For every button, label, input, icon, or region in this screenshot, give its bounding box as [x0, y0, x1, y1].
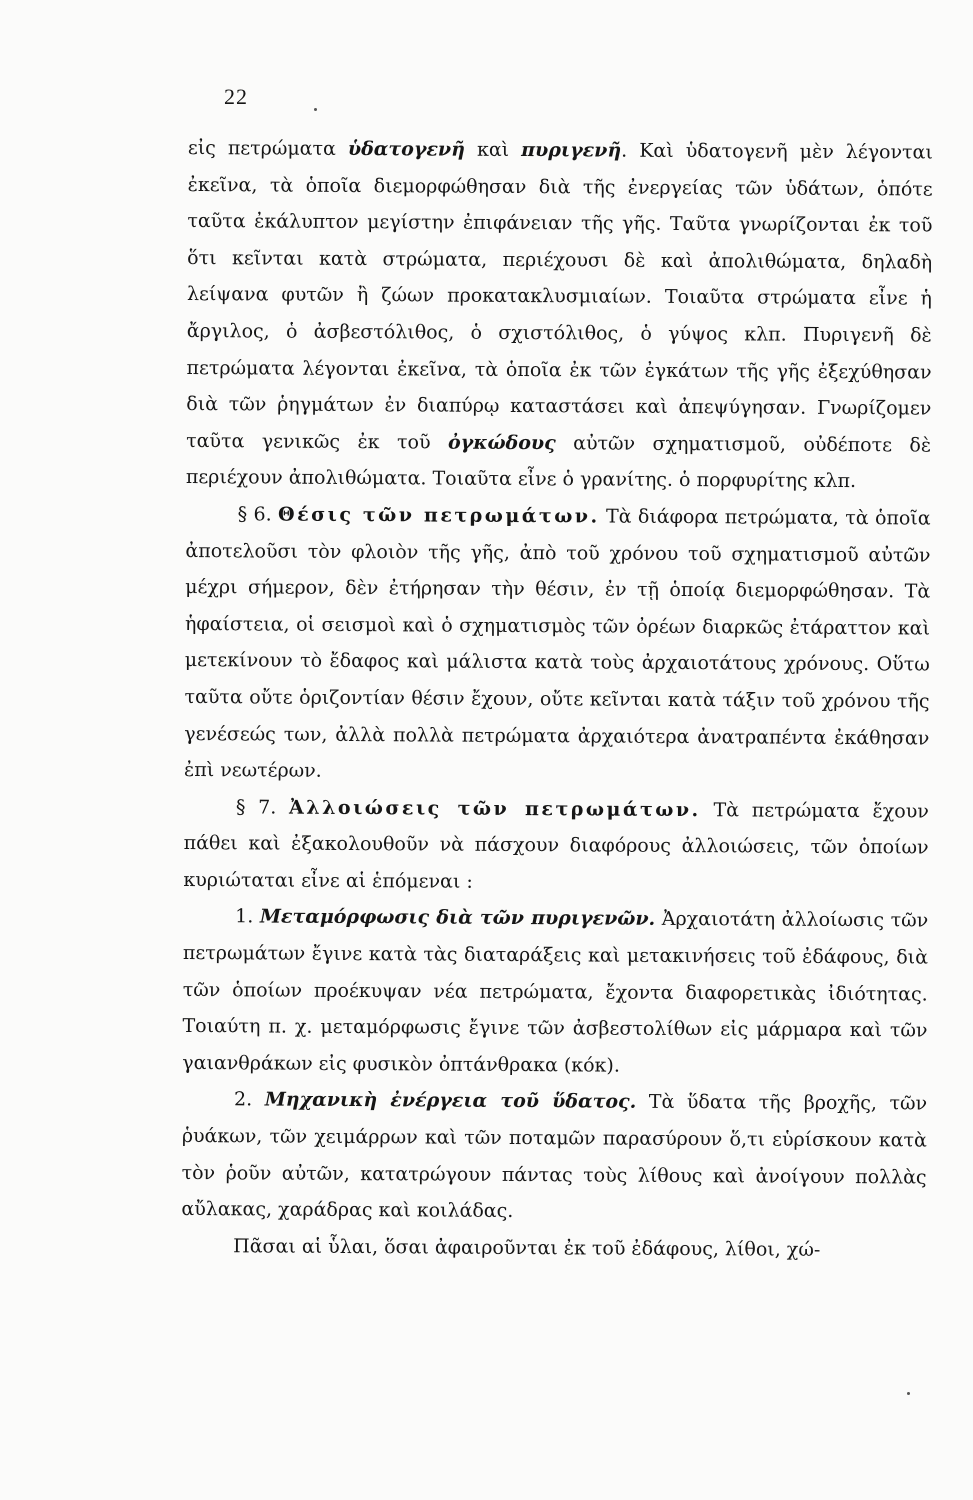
list-item-1 [182, 898, 928, 1086]
text-run: Τὰ διάφορα πετρώματα, τὰ ὁποῖα ἀποτελοῦσι τὸν φλοιὸν τῆς γῆς, ἀπὸ τοῦ χρόνου τοῦ σχηματισμοῦ αὐτῶν μέχρι σήμερον, δὲν ἐτήρησαν τὴν θέσιν, ἐν τῇ ὁποίᾳ διεμορφώθησαν. Τὰ ἡφαίστεια, οἱ σεισμοὶ καὶ ὁ σχηματισμὸς τῶν ὀρέων διαρκῶς ἐτάραττον καὶ μετεκίνουν τὸ ἔδαφος καὶ μάλιστα κατὰ τοὺς ἀρχαιοτάτους χρόνους. Οὕτω ταῦτα οὔτε ὁριζοντίαν θέσιν ἔχουν, οὔτε κεῖνται κατὰ τάξιν τοῦ χρόνου τῆς γενέσεώς των, ἀλλὰ πολλὰ πετρώματα ἀρχαιότερα ἀνατραπέντα ἐκάθησαν ἐπὶ νεωτέρων. [184, 505, 931, 782]
section-heading: Ἀλλοιώσεις τῶν πετρωμάτων. [289, 796, 701, 821]
section-mark: § 6. [237, 503, 279, 526]
page-number: 22 [224, 84, 248, 109]
term-pyrogenic: πυριγενῆ [521, 139, 622, 162]
list-number: 2. [234, 1088, 265, 1111]
term-hydrogenic: ὑδατογενῆ [347, 137, 466, 161]
text-run: Τὰ πετρώματα ἔχουν πάθει καὶ ἐξακολουθοῦν νὰ πάσχουν διαφόρους ἀλλοιώσεις, τῶν ὁποίων κυριώταται εἶνε αἱ ἑπόμεναι : [183, 798, 929, 893]
list-heading: Μεταμόρφωσις διὰ τῶν πυριγενῶν. [259, 905, 656, 931]
list-number: 1. [235, 905, 260, 928]
section-mark: § 7. [235, 795, 290, 819]
term-massive: ὀγκώδους [447, 431, 556, 455]
final-paragraph [181, 1228, 926, 1269]
text-run: καὶ [464, 138, 522, 162]
body-text [181, 130, 933, 1269]
paragraph-rock-types [186, 130, 933, 500]
text-run: αὐτῶν σχηματισμοῦ, οὐδέποτε δὲ περιέχουν ἀπολιθώματα. Τοιαῦτα εἶνε ὁ γρανίτης. ὁ πορφυρίτης κλπ. [185, 432, 932, 493]
text-run: . Καὶ ὑδατογενῆ μὲν λέγονται ἐκεῖνα, τὰ ὁποῖα διεμορφώθησαν διὰ τῆς ἐνεργείας τῶν ὑδάτων, ὁπότε ταῦτα ἐκάλυπτον μεγίστην ἐπιφάνειαν τῆς γῆς. Ταῦτα γνωρίζονται ἐκ τοῦ ὅτι κεῖνται κατὰ στρώματα, περιέχουσι δὲ καὶ ἀπολιθώματα, δηλαδὴ λείψανα φυτῶν ἢ ζώων προκατακλυσμιαίων. Τοιαῦτα στρώματα εἶνε ἡ ἄργιλος, ὁ ἀσβεστόλιθος, ὁ σχιστόλιθος, ὁ γύψος κλπ. Πυριγενῆ δὲ πετρώματα λέγονται ἐκεῖνα, τὰ ὁποῖα ἐκ τῶν ἐγκάτων τῆς γῆς ἐξεχύθησαν διὰ τῶν ῥηγμάτων ἐν διαπύρῳ καταστάσει καὶ ἀπεψύγησαν. Γνωρίζομεν ταῦτα γενικῶς ἐκ τοῦ [186, 139, 933, 454]
list-heading: Μηχανικὴ ἐνέργεια τοῦ ὕδατος. [264, 1088, 637, 1114]
text-run: Πᾶσαι αἱ ὗλαι, ὅσαι ἀφαιροῦνται ἐκ τοῦ ἐδάφους, λίθοι, χώ- [233, 1235, 821, 1261]
text-run: Ἀρχαιοτάτη ἀλλοίωσις τῶν πετρωμάτων ἔγινε κατὰ τὰς διαταράξεις καὶ μετακινήσεις τοῦ ἐδάφους, διὰ τῶν ὁποίων προέκυψαν νέα πετρώματα, ἔχοντα διαφορετικὰς ἰδιότητας. Τοιαύτη π. χ. μεταμόρφωσις ἔγινε τῶν ἀσβεστολίθων εἰς μάρμαρα καὶ τῶν γαιανθράκων εἰς φυσικὸν ὀπτάνθρακα (κόκ). [182, 908, 929, 1077]
text-run: Τὰ ὕδατα τῆς βροχῆς, τῶν ῥυάκων, τῶν χειμάρρων καὶ τῶν ποταμῶν παρασύρουν ὅ,τι εὑρίσκουν κατὰ τὸν ῥοῦν αὐτῶν, κατατρώγουν πάντας τοὺς λίθους καὶ ἀνοίγουν πολλὰς αὔλακας, χαράδρας καὶ κοιλάδας. [181, 1091, 928, 1223]
text-run: εἰς πετρώματα [187, 136, 348, 160]
section-7-paragraph [183, 789, 929, 903]
print-speck [907, 1392, 910, 1395]
section-heading: Θέσις τῶν πετρωμάτων. [278, 503, 600, 528]
section-6-paragraph [184, 496, 931, 793]
list-item-2 [181, 1081, 927, 1232]
print-speck [314, 108, 317, 111]
